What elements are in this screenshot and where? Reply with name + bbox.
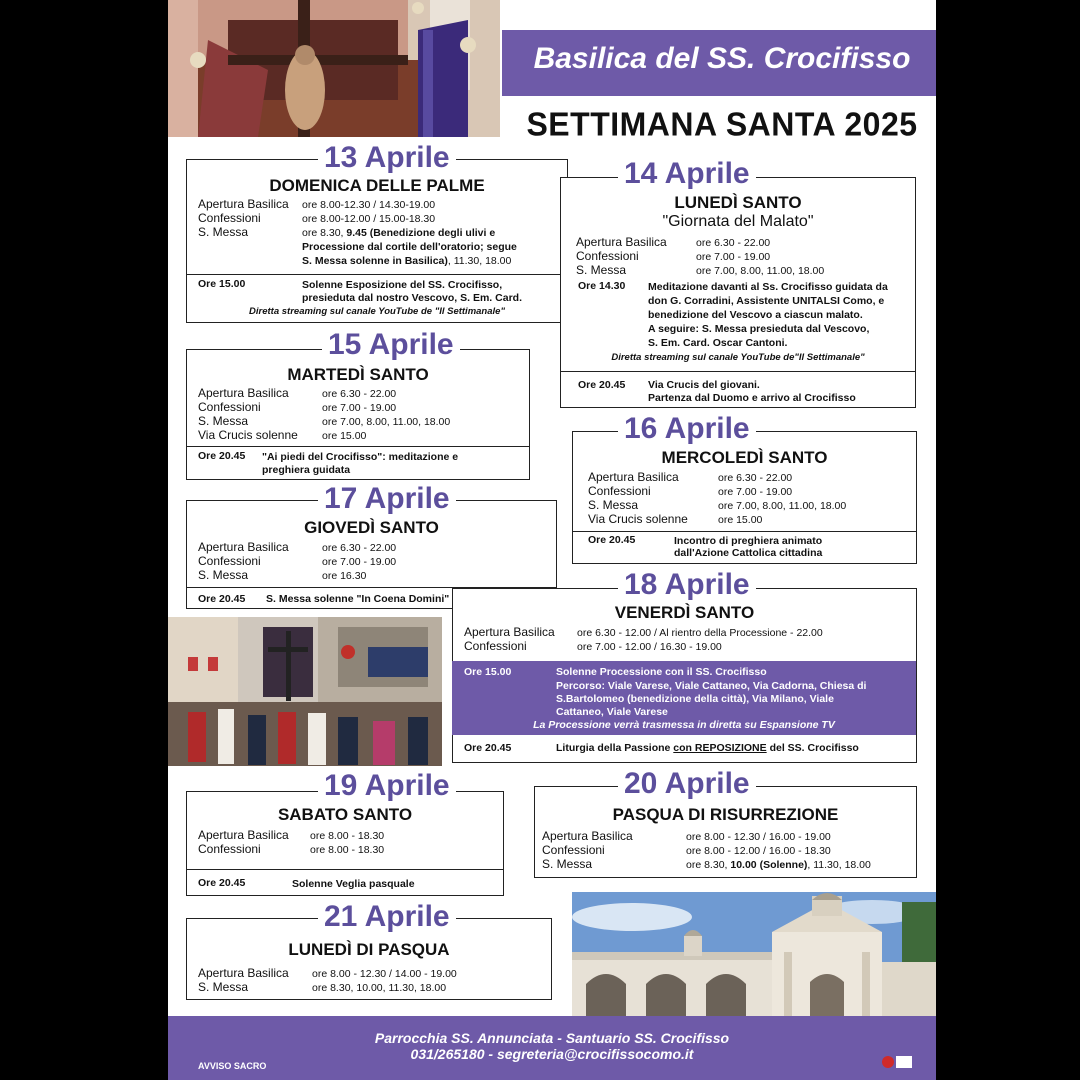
date-heading: 21 Aprile (318, 902, 456, 932)
row-label: S. Messa (198, 568, 249, 582)
note-time: Ore 20.45 (578, 379, 626, 391)
row-value: ore 7.00 - 12.00 / 16.30 - 19.00 (577, 641, 722, 653)
row-label: Apertura Basilica (198, 540, 289, 554)
row-value: Processione dal cortile dell'oratorio; segue (302, 241, 517, 253)
day-name: GIOVEDÌ SANTO (304, 518, 439, 537)
poster-title: SETTIMANA SANTA 2025 (526, 105, 918, 143)
procession-text: Solenne Processione con il SS. Crocifisso (556, 666, 767, 678)
row-value: ore 15.00 (718, 514, 763, 526)
row-label: Via Crucis solenne (588, 512, 688, 526)
row-label: S. Messa (198, 414, 249, 428)
row-label: Apertura Basilica (588, 470, 679, 484)
poster (168, 0, 936, 1080)
note-text: A seguire: S. Messa presieduta dal Vescovo, (648, 323, 870, 335)
row-label: Confessioni (576, 249, 639, 263)
note-text: Solenne Veglia pasquale (292, 878, 415, 890)
crucifix-photo (168, 0, 500, 137)
day-name: MERCOLEDÌ SANTO (661, 448, 828, 467)
row-value: ore 7.00 - 19.00 (696, 251, 771, 263)
streaming-note: Diretta streaming sul canale YouTube de "Il Settimanale" (249, 306, 505, 317)
date-heading: 15 Aprile (322, 330, 460, 360)
note-text: Liturgia della Passione con REPOSIZIONE del SS. Crocifisso (556, 742, 859, 754)
row-value: ore 6.30 - 12.00 / Al rientro della Processione - 22.00 (577, 627, 823, 639)
note-text: Via Crucis del giovani. (648, 379, 760, 391)
row-value: ore 8.00 - 18.30 (310, 830, 385, 842)
note-time: Ore 20.45 (464, 742, 512, 754)
day-name: LUNEDÌ DI PASQUA (288, 940, 450, 959)
row-label: S. Messa (542, 857, 593, 871)
note-text: don G. Corradini, Assistente UNITALSI Como, e (648, 295, 885, 307)
day-name: PASQUA DI RISURREZIONE (612, 805, 839, 824)
row-label: S. Messa (198, 980, 249, 994)
procession-photo (168, 617, 442, 766)
date-heading: 20 Aprile (618, 769, 756, 799)
note-text: dall'Azione Cattolica cittadina (674, 547, 823, 559)
date-heading: 14 Aprile (618, 159, 756, 189)
note-text: Partenza dal Duomo e arrivo al Crocifisso (648, 392, 856, 404)
row-label: Apertura Basilica (198, 966, 289, 980)
procession-text: S.Bartolomeo (benedizione della città), Via Milano, Viale (556, 693, 834, 705)
row-value: ore 8.00-12.00 / 15.00-18.30 (302, 213, 436, 225)
row-value: ore 7.00, 8.00, 11.00, 18.00 (696, 265, 825, 277)
basilica-photo (572, 892, 936, 1016)
note-time: Ore 20.45 (198, 877, 246, 889)
date-heading: 18 Aprile (618, 570, 756, 600)
row-label: Apertura Basilica (198, 828, 289, 842)
note-time: Ore 20.45 (198, 593, 246, 605)
row-value: ore 6.30 - 22.00 (696, 237, 771, 249)
printer-logo (876, 1048, 916, 1072)
note-text: Meditazione davanti al Ss. Crocifisso guidata da (648, 281, 888, 293)
row-value: ore 8.00 - 12.00 / 16.00 - 18.30 (686, 845, 831, 857)
note-text: Solenne Esposizione del SS. Crocifisso, (302, 279, 503, 291)
note-time: Ore 15.00 (198, 278, 246, 290)
row-value: ore 16.30 (322, 570, 367, 582)
row-label: S. Messa (198, 225, 249, 239)
row-label: Confessioni (198, 211, 261, 225)
row-value: ore 8.30, 9.45 (Benedizione degli ulivi e (302, 227, 496, 239)
procession-broadcast: La Processione verrà trasmessa in diretta su Espansione TV (533, 719, 835, 731)
note-text: Incontro di preghiera animato (674, 535, 823, 547)
day-name: VENERDÌ SANTO (614, 603, 755, 622)
day-name: SABATO SANTO (277, 805, 413, 824)
row-label: Confessioni (198, 842, 261, 856)
row-label: Confessioni (464, 639, 527, 653)
note-text: S. Messa solenne "In Coena Domini" (266, 593, 450, 605)
date-heading: 19 Aprile (318, 771, 456, 801)
row-value: ore 6.30 - 22.00 (718, 472, 793, 484)
row-label: Apertura Basilica (576, 235, 667, 249)
row-label: Apertura Basilica (464, 625, 555, 639)
footer-contacts: 031/265180 - segreteria@crocifissocomo.it (410, 1046, 694, 1062)
note-time: Ore 20.45 (198, 450, 246, 462)
note-text: preghiera guidata (262, 464, 351, 476)
row-value: ore 7.00 - 19.00 (322, 402, 397, 414)
note-time: Ore 14.30 (578, 280, 626, 292)
note-text: presieduta dal nostro Vescovo, S. Em. Card. (302, 292, 522, 304)
row-value: ore 8.00 - 18.30 (310, 844, 385, 856)
row-value: ore 7.00, 8.00, 11.00, 18.00 (322, 416, 451, 428)
row-label: Confessioni (542, 843, 605, 857)
footer-parish: Parrocchia SS. Annunciata - Santuario SS. Crocifisso (374, 1030, 730, 1046)
note-time: Ore 20.45 (588, 534, 636, 546)
row-label: Confessioni (588, 484, 651, 498)
row-value: S. Messa solenne in Basilica), 11.30, 18.00 (302, 255, 512, 267)
day-name: LUNEDÌ SANTO (674, 193, 802, 212)
row-value: ore 8.00 - 12.30 / 16.00 - 19.00 (686, 831, 831, 843)
row-value: ore 7.00 - 19.00 (718, 486, 793, 498)
row-label: S. Messa (588, 498, 639, 512)
date-heading: 13 Aprile (318, 143, 456, 173)
row-label: S. Messa (576, 263, 627, 277)
note-text: benedizione del Vescovo a ciascun malato. (648, 309, 863, 321)
footer-notice: AVVISO SACRO (198, 1061, 267, 1071)
procession-text: Cattaneo, Viale Varese (556, 706, 668, 718)
row-label: Apertura Basilica (198, 197, 289, 211)
row-label: Apertura Basilica (198, 386, 289, 400)
note-text: S. Em. Card. Oscar Cantoni. (648, 337, 788, 349)
row-value: ore 7.00, 8.00, 11.00, 18.00 (718, 500, 847, 512)
row-value: ore 8.00-12.30 / 14.30-19.00 (302, 199, 436, 211)
procession-time: Ore 15.00 (464, 666, 512, 678)
row-value: ore 8.30, 10.00, 11.30, 18.00 (312, 982, 447, 994)
row-value: ore 15.00 (322, 430, 367, 442)
row-value: ore 8.30, 10.00 (Solenne), 11.30, 18.00 (686, 859, 871, 871)
row-value: ore 7.00 - 19.00 (322, 556, 397, 568)
procession-text: Percorso: Viale Varese, Viale Cattaneo, Via Cadorna, Chiesa di (556, 680, 867, 692)
date-heading: 17 Aprile (318, 484, 456, 514)
day-subtitle: "Giornata del Malato" (662, 213, 814, 230)
streaming-note: Diretta streaming sul canale YouTube de"Il Settimanale" (611, 352, 865, 363)
note-text: "Ai piedi del Crocifisso": meditazione e (262, 451, 459, 463)
row-label: Apertura Basilica (542, 829, 633, 843)
row-label: Confessioni (198, 554, 261, 568)
day-name: MARTEDÌ SANTO (287, 365, 429, 384)
day-name: DOMENICA DELLE PALME (269, 176, 485, 195)
row-value: ore 6.30 - 22.00 (322, 542, 397, 554)
date-heading: 16 Aprile (618, 414, 756, 444)
row-value: ore 8.00 - 12.30 / 14.00 - 19.00 (312, 968, 457, 980)
church-name: Basilica del SS. Crocifisso (533, 42, 911, 75)
row-value: ore 6.30 - 22.00 (322, 388, 397, 400)
row-label: Confessioni (198, 400, 261, 414)
row-label: Via Crucis solenne (198, 428, 298, 442)
